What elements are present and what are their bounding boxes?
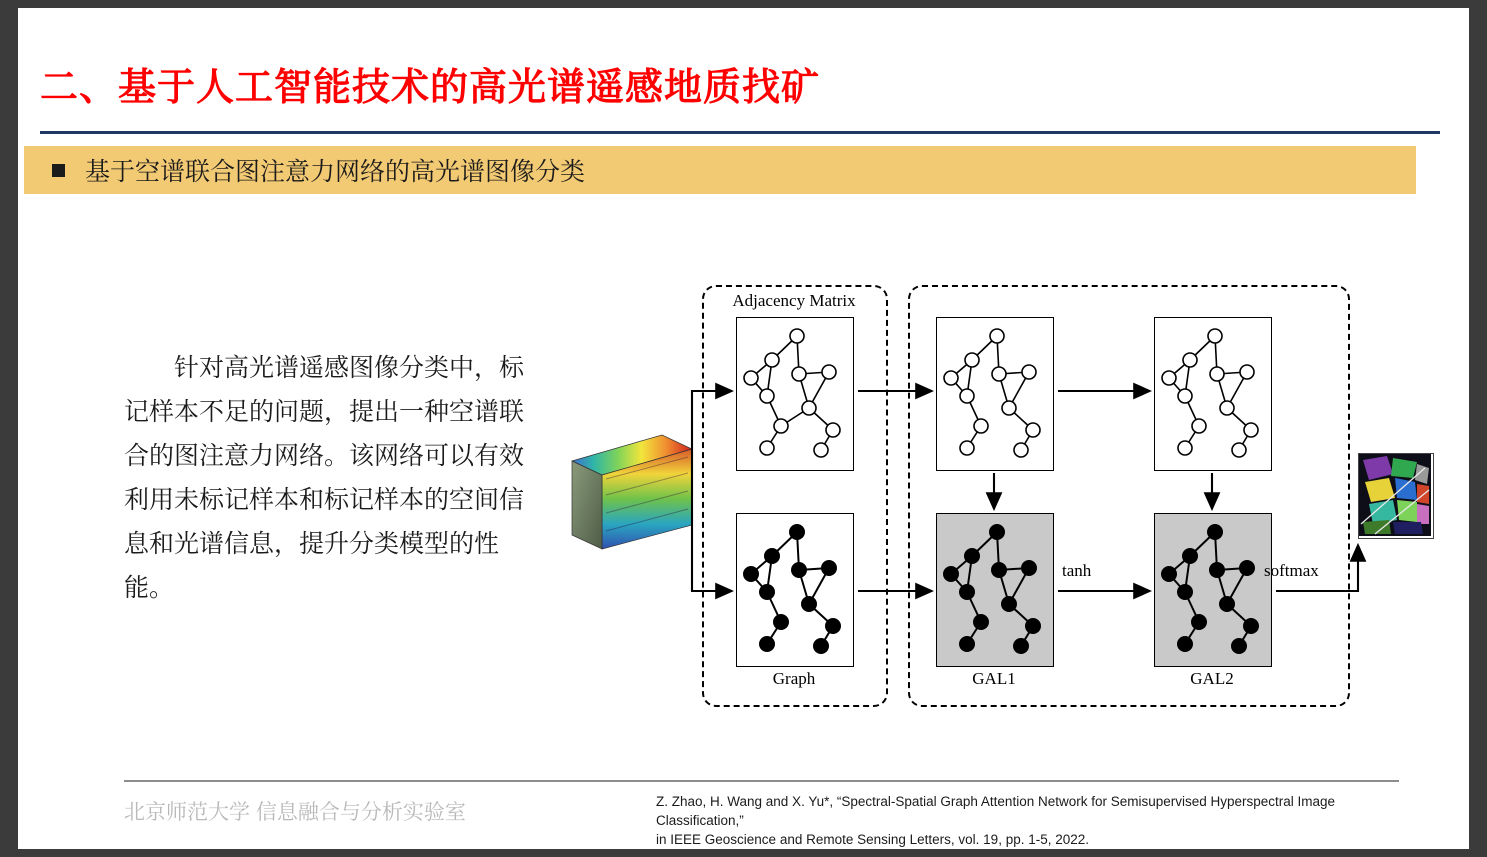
hyperspectral-cube-image	[570, 433, 694, 551]
softmax-label: softmax	[1264, 561, 1319, 580]
footer-reference	[656, 792, 1416, 849]
graph-caption: Graph	[772, 669, 816, 688]
reference-line-1: Z. Zhao, H. Wang and X. Yu*, “Spectral-Spatial Graph Attention Network for Semisupervised Hyperspectral Image Classification,”	[656, 794, 1336, 828]
architecture-figure	[558, 273, 1428, 723]
subtitle-label: 基于空谱联合图注意力网络的高光谱图像分类	[85, 158, 586, 186]
adjacency-matrix-caption: Adjacency Matrix	[732, 291, 856, 310]
tanh-label: tanh	[1062, 561, 1092, 580]
gal1-box	[936, 513, 1054, 667]
gal2-box	[1154, 513, 1272, 667]
page-title: 二、基于人工智能技术的高光谱遥感地质找矿	[40, 67, 821, 109]
subtitle-banner	[24, 146, 1416, 194]
gal2-adjacency-box	[1154, 317, 1272, 471]
graph-box	[736, 513, 854, 667]
adjacency-graph-box	[736, 317, 854, 471]
square-bullet-icon	[52, 164, 65, 177]
reference-line-2: in IEEE Geoscience and Remote Sensing Letters, vol. 19, pp. 1-5, 2022.	[656, 832, 1090, 847]
footer-lab-name: 北京师范大学 信息融合与分析实验室	[124, 801, 466, 824]
body-paragraph: 针对高光谱遥感图像分类中，标记样本不足的问题，提出一种空谱联合的图注意力网络。该网络可以有效利用未标记样本和标记样本的空间信息和光谱信息，提升分类模型的性能。	[124, 354, 525, 602]
gal1-adjacency-box	[936, 317, 1054, 471]
gal2-caption: GAL2	[1190, 669, 1234, 688]
classification-map-image	[1358, 453, 1434, 539]
title-divider	[40, 131, 1440, 134]
gal1-caption: GAL1	[972, 669, 1016, 688]
slide-page	[18, 8, 1469, 849]
footer-divider	[124, 780, 1399, 782]
